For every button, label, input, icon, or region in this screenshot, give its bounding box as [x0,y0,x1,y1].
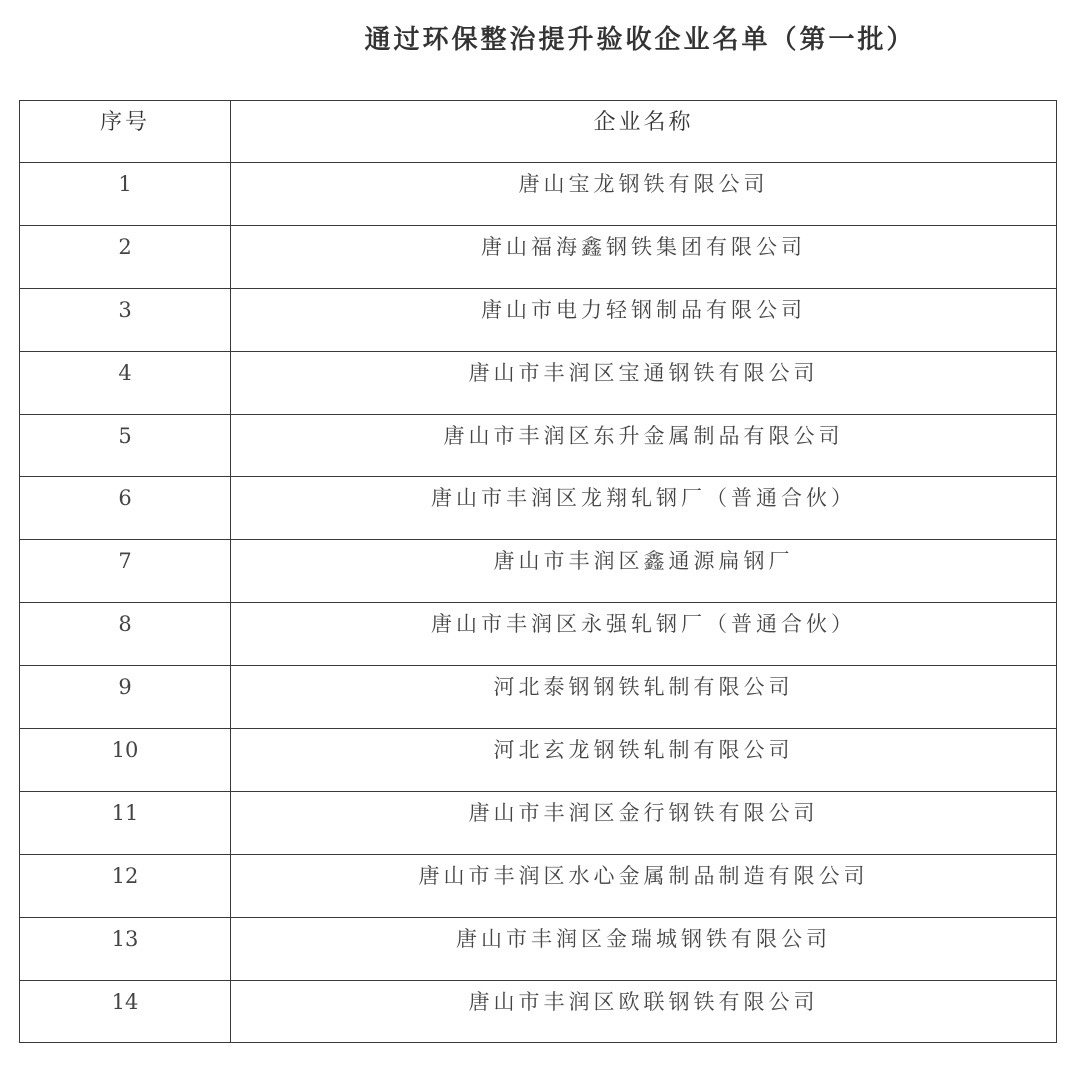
row-number-cell [20,540,231,603]
row-number-cell [20,854,231,917]
row-number-cell [20,666,231,729]
table-row [20,603,1057,666]
table-row [20,791,1057,854]
table-row [20,980,1057,1043]
row-number: 5 [118,423,132,448]
table-row [20,729,1057,792]
row-number: 3 [118,297,132,322]
enterprise-name: 唐山宝龙钢铁有限公司 [518,172,769,196]
row-number: 8 [118,612,132,637]
table-row [20,414,1057,477]
enterprise-name-cell [231,791,1057,854]
enterprise-name-cell [231,980,1057,1043]
enterprise-name-cell [231,288,1057,351]
enterprise-name: 唐山市丰润区宝通钢铁有限公司 [468,360,819,385]
table-row [20,225,1057,288]
table-row [20,351,1057,414]
enterprise-name: 唐山市丰润区永强轧钢厂（普通合伙） [431,612,856,637]
row-number: 11 [111,800,139,825]
row-number: 9 [118,675,132,700]
row-number: 10 [111,738,139,763]
document-title: 通过环保整治提升验收企业名单（第一批） [364,25,916,55]
enterprise-name: 唐山市电力轻钢制品有限公司 [481,297,806,322]
table-row [20,477,1057,540]
row-number-cell [20,980,231,1043]
table-header-row [20,101,1057,163]
row-number-cell [20,917,231,980]
column-header-no-label: 序号 [99,110,150,135]
table-row [20,666,1057,729]
row-number-cell [20,414,231,477]
enterprise-name-cell [231,477,1057,540]
enterprise-name-cell [231,729,1057,792]
enterprise-name-cell [231,917,1057,980]
enterprise-name-cell [231,854,1057,917]
enterprise-name-cell [231,351,1057,414]
row-number: 7 [118,549,132,574]
row-number-cell [20,163,231,226]
enterprise-name: 唐山市丰润区龙翔轧钢厂（普通合伙） [431,486,856,511]
row-number: 12 [111,863,139,888]
row-number: 4 [118,360,132,385]
row-number: 13 [111,926,139,951]
enterprise-name: 唐山市丰润区金行钢铁有限公司 [468,800,819,825]
column-header-no [20,101,231,163]
row-number-cell [20,225,231,288]
enterprise-name-cell [231,414,1057,477]
enterprise-name-cell [231,163,1057,226]
enterprise-name: 唐山市丰润区鑫通源扁钢厂 [493,549,794,574]
table-row [20,917,1057,980]
row-number-cell [20,477,231,540]
table-row [20,288,1057,351]
row-number: 2 [118,234,132,259]
row-number-cell [20,351,231,414]
column-header-name [231,101,1057,163]
enterprise-name: 唐山市丰润区欧联钢铁有限公司 [468,989,819,1014]
enterprise-name: 河北泰钢钢铁轧制有限公司 [493,675,794,700]
row-number: 1 [118,172,132,196]
row-number-cell [20,603,231,666]
enterprise-name-cell [231,603,1057,666]
table-row [20,854,1057,917]
column-header-name-label: 企业名称 [593,110,694,135]
row-number-cell [20,791,231,854]
enterprise-name: 唐山市丰润区金瑞城钢铁有限公司 [456,926,831,951]
row-number: 14 [111,989,139,1014]
enterprise-name-cell [231,540,1057,603]
enterprise-name: 唐山市丰润区水心金属制品制造有限公司 [418,863,869,888]
row-number-cell [20,288,231,351]
enterprise-name: 河北玄龙钢铁轧制有限公司 [493,738,794,763]
row-number: 6 [118,486,132,511]
enterprise-name-cell [231,225,1057,288]
enterprise-name: 唐山市丰润区东升金属制品有限公司 [443,423,844,448]
table-row [20,540,1057,603]
enterprise-list-table [19,100,1057,1043]
enterprise-name-cell [231,666,1057,729]
row-number-cell [20,729,231,792]
table-row [20,163,1057,226]
enterprise-name: 唐山福海鑫钢铁集团有限公司 [481,234,806,259]
